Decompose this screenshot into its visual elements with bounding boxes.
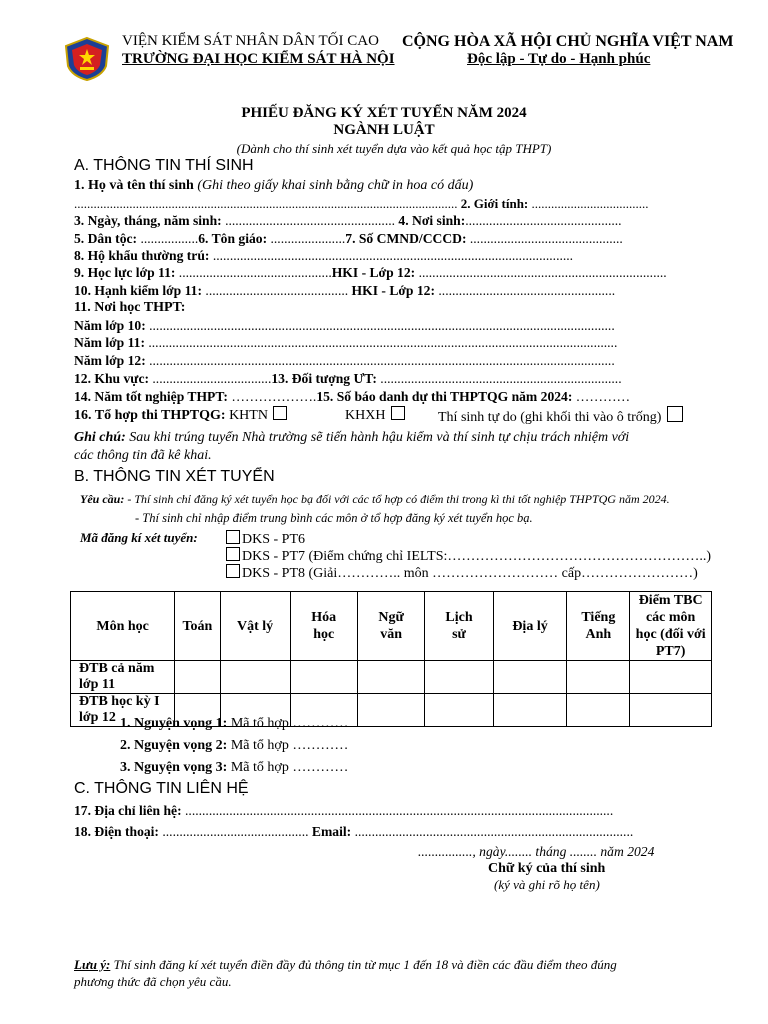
th-geography: Địa lý — [493, 592, 567, 661]
th-history: Lịch sử — [425, 592, 493, 661]
score-cell[interactable] — [493, 694, 567, 727]
year-11-dots: .......................................................................................................................................... — [144, 335, 618, 350]
wish-2[interactable] — [120, 737, 348, 754]
score-cell[interactable] — [220, 661, 290, 694]
wish-3-text: Mã tổ hợp ………… — [227, 760, 349, 775]
section-b-heading: B. THÔNG TIN XÉT TUYỂN — [74, 468, 275, 485]
birthplace-label: 4. Nơi sinh: — [395, 213, 466, 228]
field-exam-combo — [74, 406, 289, 424]
field-gender[interactable] — [74, 195, 649, 212]
pt7-option — [226, 547, 711, 565]
address-dots: .............................................................................................................................. — [181, 803, 614, 818]
national-title: CỘNG HÒA XÃ HỘI CHỦ NGHĨA VIỆT NAM — [402, 33, 734, 50]
grad-year-label: 14. Năm tốt nghiệp THPT: — [74, 389, 228, 404]
row-label-grade12: ĐTB học kỳ I lớp 12 — [71, 694, 175, 727]
signature-note: (ký và ghi rõ họ tên) — [494, 877, 600, 892]
score-cell[interactable] — [630, 694, 712, 727]
field-year-12[interactable] — [74, 352, 615, 369]
wish-1-text: Mã tổ hợp ………… — [227, 716, 349, 731]
field-academic[interactable] — [74, 264, 667, 281]
year-12-label: Năm lớp 12: — [74, 353, 146, 368]
pt6-checkbox[interactable] — [226, 530, 240, 544]
agency-name: VIỆN KIỂM SÁT NHÂN DÂN TỐI CAO — [122, 33, 379, 49]
full-name-note: (Ghi theo giấy khai sinh bằng chữ in hoa có dấu) — [197, 178, 474, 193]
field-address[interactable] — [74, 802, 613, 819]
section-c-heading: C. THÔNG TIN LIÊN HỆ — [74, 780, 249, 797]
requirement-1-text: - Thí sinh chỉ đăng ký xét tuyển học bạ đối với các tổ hợp có điểm thi trong kì thi tốt nghiệp THPTQG năm 2024. — [124, 492, 670, 506]
note-a — [74, 429, 629, 446]
wish-3-label: 3. Nguyện vọng 3: — [120, 760, 228, 775]
score-cell[interactable] — [493, 661, 567, 694]
field-birth[interactable] — [74, 212, 622, 229]
gender-dots: .................................... — [528, 196, 649, 211]
wish-1-label: 1. Nguyện vọng 1: — [120, 716, 228, 731]
khxh-checkbox[interactable] — [391, 406, 405, 420]
dob-label: 3. Ngày, tháng, năm sinh: — [74, 213, 222, 228]
field-ethnic-religion-id[interactable] — [74, 230, 623, 247]
score-cell[interactable] — [175, 661, 220, 694]
form-major: NGÀNH LUẬT — [333, 122, 435, 138]
exam-id-dots: ………… — [572, 389, 631, 404]
national-motto: Độc lập - Tự do - Hạnh phúc — [467, 51, 651, 67]
free-candidate-option — [438, 406, 685, 426]
full-name-label: 1. Họ và tên thí sinh — [74, 178, 194, 193]
th-chemistry: Hóa học — [290, 592, 357, 661]
footer-note — [74, 956, 617, 973]
wish-1[interactable] — [120, 715, 348, 732]
score-cell[interactable] — [567, 694, 630, 727]
form-title: PHIẾU ĐĂNG KÝ XÉT TUYỂN NĂM 2024 — [241, 105, 527, 121]
table-row — [71, 661, 712, 694]
score-cell[interactable] — [425, 661, 493, 694]
footer-note-text2: phương thức đã chọn yêu cầu. — [74, 974, 232, 989]
requirement-2: - Thí sinh chỉ nhập điểm trung bình các môn ở tổ hợp đăng ký xét tuyển học bạ. — [135, 511, 533, 525]
id-label: 7. Số CMND/CCCD: — [345, 231, 467, 246]
email-dots: .................................................................................. — [351, 824, 634, 839]
th-average: Điểm TBC các môn học (đối với PT7) — [630, 592, 712, 661]
year-10-label: Năm lớp 10: — [74, 318, 146, 333]
khtn-label: KHTN — [225, 408, 268, 423]
pt8-label: DKS - PT8 (Giải………….. môn ……………………… cấp……………………) — [242, 566, 698, 581]
field-area-priority[interactable] — [74, 370, 622, 387]
th-subject: Môn học — [71, 592, 175, 661]
residence-dots: .......................................................................................................... — [209, 248, 574, 263]
academic-11-dots: ............................................. — [175, 265, 332, 280]
free-candidate-checkbox[interactable] — [667, 406, 683, 422]
wish-2-label: 2. Nguyện vọng 2: — [120, 738, 228, 753]
th-english: Tiếng Anh — [567, 592, 630, 661]
khxh-label: KHXH — [345, 408, 386, 423]
conduct-12-dots: .................................................... — [435, 283, 616, 298]
signature-label: Chữ ký của thí sinh — [488, 861, 606, 876]
priority-dots: ....................................................................... — [376, 371, 622, 386]
note-a-text: Sau khi trúng tuyển Nhà trường sẽ tiến hành hậu kiểm và thí sinh tự chịu trách nhiệm với — [125, 430, 630, 445]
row-label-grade11: ĐTB cả năm lớp 11 — [71, 661, 175, 694]
pt6-option — [226, 530, 305, 548]
form-subtitle: (Dành cho thí sinh xét tuyển dựa vào kết quả học tập THPT) — [236, 141, 552, 156]
year-11-label: Năm lớp 11: — [74, 335, 145, 350]
exam-combo-label: 16. Tổ hợp thi THPTQG: — [74, 408, 226, 423]
field-phone-email[interactable] — [74, 823, 633, 840]
score-cell[interactable] — [357, 661, 425, 694]
pt7-checkbox[interactable] — [226, 547, 240, 561]
priority-label: 13. Đối tượng ƯT: — [271, 371, 377, 386]
pt7-label: DKS - PT7 (Điểm chứng chỉ IELTS:………………………………………………..) — [242, 549, 712, 564]
dob-dots: .................................................. — [221, 213, 396, 228]
full-name-dots: ...................................................................................................................... — [74, 196, 458, 211]
pt8-option — [226, 564, 698, 582]
score-cell[interactable] — [357, 694, 425, 727]
field-residence[interactable] — [74, 247, 573, 264]
gender-label: 2. Giới tính: — [457, 196, 529, 211]
academic-12-dots: ......................................................................... — [415, 265, 667, 280]
religion-label: 6. Tôn giáo: — [198, 231, 268, 246]
requirement-label: Yêu cầu: — [80, 492, 125, 506]
id-dots: ............................................. — [466, 231, 623, 246]
field-grad-year[interactable] — [74, 388, 630, 405]
footer-note-label: Lưu ý: — [74, 957, 111, 972]
note-a-label: Ghi chú: — [74, 430, 126, 445]
birthplace-dots: .............................................. — [465, 213, 622, 228]
section-a-heading: A. THÔNG TIN THÍ SINH — [74, 157, 254, 174]
grad-year-dots: ………………. — [227, 389, 317, 404]
email-label: Email: — [308, 824, 352, 839]
procuracy-emblem-icon — [62, 36, 112, 82]
pt6-label: DKS - PT6 — [242, 532, 306, 547]
khtn-checkbox[interactable] — [273, 406, 287, 420]
wish-2-text: Mã tổ hợp ………… — [227, 738, 349, 753]
signature-area[interactable] — [440, 896, 680, 946]
ethnic-label: 5. Dân tộc: — [74, 231, 138, 246]
ethnic-dots: ................. — [137, 231, 199, 246]
field-year-10[interactable] — [74, 317, 615, 334]
khxh-option — [345, 406, 407, 424]
score-cell[interactable] — [290, 661, 357, 694]
field-conduct[interactable] — [74, 282, 615, 299]
address-label: 17. Địa chỉ liên hệ: — [74, 803, 182, 818]
conduct-11-dots: .......................................... — [202, 283, 349, 298]
score-cell[interactable] — [425, 694, 493, 727]
free-candidate-label: Thí sinh tự do (ghi khối thi vào ô trống) — [438, 410, 662, 425]
conduct-11-label: 10. Hạnh kiểm lớp 11: — [74, 283, 203, 298]
residence-label: 8. Hộ khẩu thường trú: — [74, 248, 210, 263]
conduct-12-label: HKI - Lớp 12: — [348, 283, 435, 298]
year-10-dots: ......................................................................................................................................... — [145, 318, 615, 333]
score-cell[interactable] — [567, 661, 630, 694]
field-year-11[interactable] — [74, 334, 617, 351]
score-cell[interactable] — [630, 661, 712, 694]
area-dots: ................................... — [149, 371, 272, 386]
wish-3[interactable] — [120, 759, 348, 776]
phone-label: 18. Điện thoại: — [74, 824, 159, 839]
score-table — [70, 591, 712, 727]
area-label: 12. Khu vực: — [74, 371, 149, 386]
th-physics: Vật lý — [220, 592, 290, 661]
school-name: TRƯỜNG ĐẠI HỌC KIỂM SÁT HÀ NỘI — [122, 51, 395, 67]
score-table-header — [71, 592, 712, 661]
code-label: Mã đăng kí xét tuyển: — [80, 530, 198, 545]
th-literature: Ngữ văn — [357, 592, 425, 661]
academic-12-label: HKI - Lớp 12: — [331, 265, 416, 280]
school-label: 11. Nơi học THPT: — [74, 300, 186, 315]
note-a-text2: các thông tin đã kê khai. — [74, 448, 212, 463]
school-emblem — [62, 36, 112, 82]
th-math: Toán — [175, 592, 220, 661]
date-line: ................, ngày........ tháng ........ năm 2024 — [418, 844, 655, 859]
footer-note-text: Thí sinh đăng kí xét tuyển điền đầy đủ thông tin từ mục 1 đến 18 và điền các đầu điểm theo đúng — [110, 957, 617, 972]
year-12-dots: ......................................................................................................................................... — [145, 353, 615, 368]
religion-dots: ...................... — [267, 231, 346, 246]
pt8-checkbox[interactable] — [226, 564, 240, 578]
phone-dots: ........................................... — [158, 824, 309, 839]
exam-id-label: 15. Số báo danh dự thi THPTQG năm 2024: — [316, 389, 573, 404]
requirement-1 — [80, 491, 670, 508]
academic-11-label: 9. Học lực lớp 11: — [74, 265, 176, 280]
field-full-name[interactable] — [74, 177, 473, 194]
